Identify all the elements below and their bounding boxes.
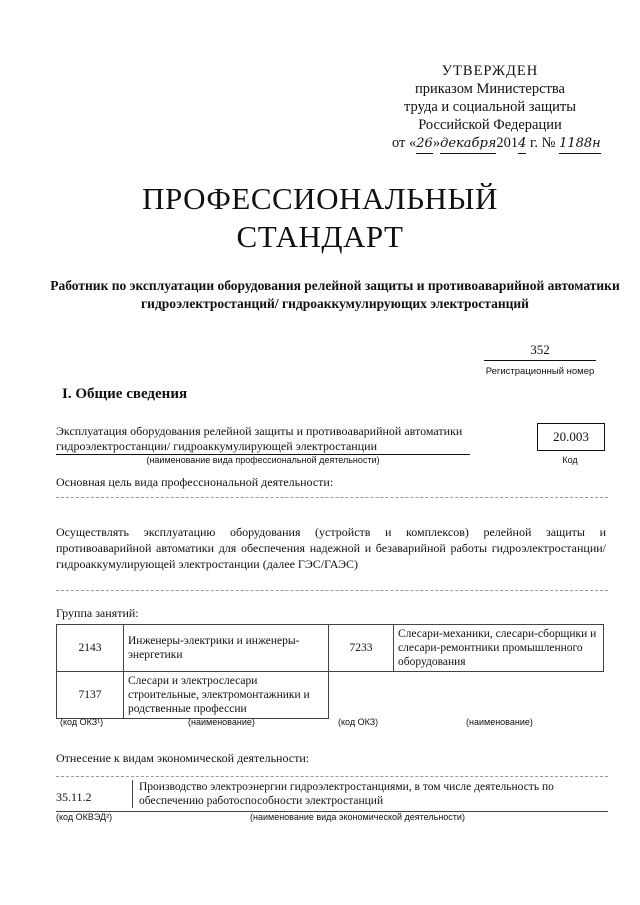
approval-line-1: приказом Министерства [415, 81, 565, 97]
okved-name-caption: (наименование вида экономической деятельности) [250, 812, 465, 822]
date-month: декабря [440, 135, 496, 154]
approval-heading: УТВЕРЖДЕН [441, 63, 539, 79]
okz-name: Слесари-механики, слесари-сборщики и слесари-ремонтники промышленного оборудования [394, 625, 604, 672]
date-prefix: от « [392, 135, 417, 151]
purpose-dashed-line-bottom [56, 590, 608, 591]
caption-okz-code-2: (код ОКЗ) [338, 717, 379, 727]
okved-name: Производство электроэнергии гидроэлектростанциями, в том числе деятельность по обеспечению работоспособности электростанций [132, 780, 615, 808]
document-title [0, 180, 640, 256]
section-heading: I. Общие сведения [62, 386, 188, 402]
approval-block [370, 62, 610, 154]
okz-name: Слесари и электрослесари строительные, электромонтажники и родственные профессии [124, 672, 329, 719]
registration-number: 352 [484, 342, 596, 361]
econ-label: Отнесение к видам экономической деятельности: [56, 751, 310, 765]
approval-line-2: труда и социальной защиты [404, 99, 576, 115]
caption-okz-name-2: (наименование) [466, 717, 533, 727]
table-row [57, 625, 604, 672]
purpose-dashed-line [56, 497, 608, 498]
okz-name-empty [394, 672, 604, 719]
occupation-groups-table [56, 624, 604, 719]
date-day: 26 [416, 135, 433, 154]
approval-date-line [370, 134, 610, 154]
date-year-suffix: 4 [518, 135, 526, 154]
okz-code: 2143 [57, 625, 124, 672]
okz-code: 7233 [329, 625, 394, 672]
activity-name: Эксплуатация оборудования релейной защиты и противоаварийной автоматики гидроэлектростанции/ гидроаккумулирующей электростанции [56, 424, 463, 453]
okved-code: 35.11.2 [56, 790, 92, 804]
okved-code-caption: (код ОКВЭД²) [56, 812, 113, 822]
group-label: Группа занятий: [56, 606, 139, 620]
approval-line-3: Российской Федерации [418, 117, 562, 133]
okz-name: Инженеры-электрики и инженеры-энергетики [124, 625, 329, 672]
code-caption: Код [562, 455, 578, 465]
title-line-2: СТАНДАРТ [236, 219, 404, 254]
date-year-prefix: 201 [496, 135, 519, 151]
code-box: 20.003 [537, 423, 605, 451]
econ-dashed-line [56, 776, 608, 777]
purpose-text: Осуществлять эксплуатацию оборудования (устройств и комплексов) релейной защиты и противоаварийной автоматики для обеспечения надежной и безаварийной работы гидроэлектростанции/ гидроаккумулирующей электростанции (далее ГЭС/ГАЭС) [56, 525, 606, 571]
table-row [57, 672, 604, 719]
title-line-1: ПРОФЕССИОНАЛЬНЫЙ [142, 181, 498, 216]
order-number: 1188н [559, 135, 601, 154]
registration-label: Регистрационный номер [485, 366, 595, 377]
purpose-label: Основная цель вида профессиональной деятельности: [56, 475, 334, 489]
okz-code-empty [329, 672, 394, 719]
caption-okz-name-1: (наименование) [188, 717, 255, 727]
activity-caption: (наименование вида профессиональной деятельности) [146, 455, 380, 465]
caption-okz-code-1: (код ОКЗ¹) [60, 717, 104, 727]
okz-code: 7137 [57, 672, 124, 719]
date-g: г. № [530, 135, 556, 151]
date-mid: » [432, 135, 441, 151]
standard-subtitle: Работник по эксплуатации оборудования релейной защиты и противоаварийной автоматики гидроэлектростанций/ гидроаккумулирующих электростанций [50, 278, 620, 311]
